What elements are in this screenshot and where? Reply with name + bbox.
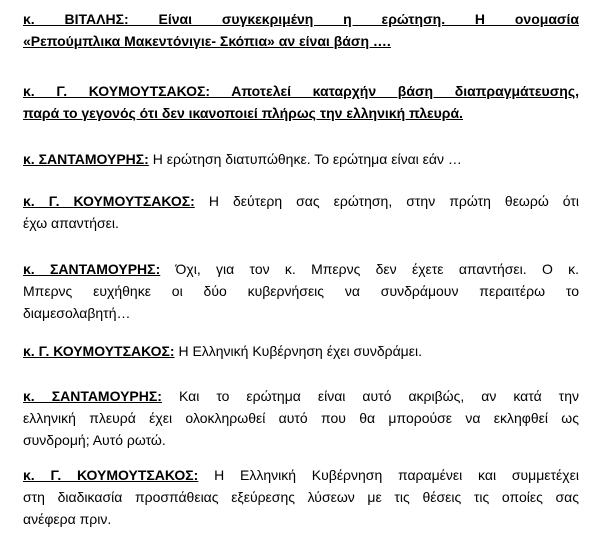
paragraph-4-line-2 bbox=[23, 212, 579, 234]
speaker-label: κ. Γ. ΚΟΥΜΟΥΤΣΑΚΟΣ: bbox=[23, 193, 195, 209]
speech-text: Η ερώτηση διατυπώθηκε. Το ερώτημα είναι εάν … bbox=[152, 151, 462, 167]
paragraph-6-line-1 bbox=[23, 340, 579, 362]
speech-text: ελληνική πλευρά έχει ολοκληρωθεί αυτό που θα μπορούσε να εκληφθεί ως bbox=[23, 410, 579, 426]
paragraph-8 bbox=[23, 464, 579, 530]
speaker-label: κ. ΣΑΝΤΑΜΟΥΡΗΣ: bbox=[23, 261, 161, 277]
paragraph-4-line-1 bbox=[23, 190, 579, 212]
speaker-label: κ. ΒΙΤΑΛΗΣ: bbox=[23, 11, 129, 27]
paragraph-2-line-2 bbox=[23, 102, 579, 124]
paragraph-3-line-1 bbox=[23, 148, 579, 170]
speech-text: Και το ερώτημα είναι αυτό ακριβώς, αν κατά την bbox=[178, 388, 579, 404]
speech-text: Αποτελεί καταρχήν βάση διαπραγμάτευσης, bbox=[231, 83, 579, 99]
speech-text: διαμεσολαβητή… bbox=[23, 305, 131, 321]
speaker-label: κ. ΣΑΝΤΑΜΟΥΡΗΣ: bbox=[23, 151, 149, 167]
speech-text: Είναι συγκεκριμένη η ερώτηση. Η ονομασία bbox=[158, 11, 579, 27]
speech-text: Η Ελληνική Κυβέρνηση παραμένει και συμμετέχει bbox=[214, 467, 579, 483]
paragraph-5 bbox=[23, 258, 579, 324]
speaker-label: κ. Γ. ΚΟΥΜΟΥΤΣΑΚΟΣ: bbox=[23, 83, 211, 99]
paragraph-4 bbox=[23, 190, 579, 234]
paragraph-8-line-2 bbox=[23, 486, 579, 508]
paragraph-5-line-2 bbox=[23, 280, 579, 302]
speaker-label: κ. ΣΑΝΤΑΜΟΥΡΗΣ: bbox=[23, 388, 162, 404]
speech-text: Η δεύτερη σας ερώτηση, στην πρώτη θεωρώ ότι bbox=[208, 193, 579, 209]
paragraph-3 bbox=[23, 148, 579, 170]
paragraph-1 bbox=[23, 8, 579, 52]
paragraph-6 bbox=[23, 340, 579, 362]
paragraph-7-line-3 bbox=[23, 429, 579, 451]
speech-text: Μπερνς ευχήθηκε οι δύο κυβερνήσεις να συνδράμουν περαιτέρω το bbox=[23, 283, 579, 299]
speech-text: «Ρεπούμπλικα Μακεντόνιγιε- Σκόπια» αν είναι βάση …. bbox=[23, 33, 391, 49]
speech-text: ανέφερα πριν. bbox=[23, 511, 112, 527]
speech-text: Όχι, για τον κ. Μπερνς δεν έχετε απαντήσει. Ο κ. bbox=[175, 261, 580, 277]
paragraph-1-line-2 bbox=[23, 30, 579, 52]
paragraph-7 bbox=[23, 385, 579, 451]
paragraph-8-line-3 bbox=[23, 508, 579, 530]
speaker-label: κ. Γ. ΚΟΥΜΟΥΤΣΑΚΟΣ: bbox=[23, 343, 175, 359]
speaker-label: κ. Γ. ΚΟΥΜΟΥΤΣΑΚΟΣ: bbox=[23, 467, 199, 483]
paragraph-2 bbox=[23, 80, 579, 124]
speech-text: συνδρομή; Αυτό ρωτώ. bbox=[23, 432, 166, 448]
speech-text: έχω απαντήσει. bbox=[23, 215, 119, 231]
speech-text: παρά το γεγονός ότι δεν ικανοποιεί πλήρως την ελληνική πλευρά. bbox=[23, 105, 463, 121]
paragraph-1-line-1 bbox=[23, 8, 579, 30]
paragraph-5-line-1 bbox=[23, 258, 579, 280]
paragraph-8-line-1 bbox=[23, 464, 579, 486]
paragraph-2-line-1 bbox=[23, 80, 579, 102]
speech-text: Η Ελληνική Κυβέρνηση έχει συνδράμει. bbox=[178, 343, 422, 359]
paragraph-7-line-1 bbox=[23, 385, 579, 407]
speech-text: στη διαδικασία προσπάθειας εξεύρεσης λύσεων με τις θέσεις τις οποίες σας bbox=[23, 489, 579, 505]
paragraph-5-line-3 bbox=[23, 302, 579, 324]
paragraph-7-line-2 bbox=[23, 407, 579, 429]
